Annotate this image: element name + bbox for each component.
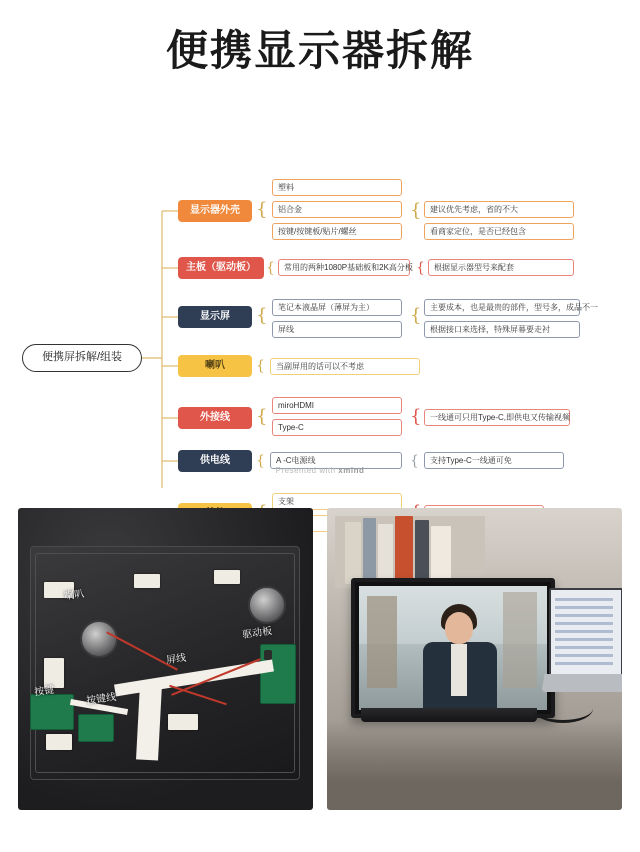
desk-surface [327,720,622,810]
brace-external-notes: { [410,406,422,427]
leaf-panel-0[interactable]: 笔记本液晶屏（薄屏为主） [272,299,402,316]
credit-prefix: Presented with [275,466,339,475]
brace-mainboard: { [266,260,275,276]
tape-5 [168,714,198,730]
laptop-keyboard [541,674,622,692]
leaf-speaker-0[interactable]: 当副屏用的话可以不考虑 [270,358,420,375]
mindmap-root[interactable]: 便携屏拆解/组装 [22,344,142,372]
photo-assembled [327,508,622,810]
note-power-0[interactable]: 支持Type-C一线通可免 [424,452,564,469]
photo-label-driver: 驱动板 [241,625,273,642]
tape-2 [134,574,160,588]
tape-3 [214,570,240,584]
key-board-1 [30,694,74,730]
mindmap [0,78,640,506]
leaf-external-0[interactable]: miroHDMI [272,397,402,414]
connection-cable [533,694,593,723]
brace-speaker: { [256,358,265,374]
brace-power-cable: { [256,453,265,469]
speaker-right [248,586,286,624]
laptop [549,588,619,698]
topic-panel[interactable]: 显示屏 [178,306,252,328]
photo-label-panel-cable: 屏线 [165,652,187,667]
leaf-other-0[interactable]: 支架 [272,493,402,510]
screen-person-head [445,612,473,644]
book-2 [363,518,376,584]
note-panel-1[interactable]: 根据接口来选择，特殊屏幕要走衬 [424,321,580,338]
photo-teardown [18,508,313,810]
leaf-shell-2[interactable]: 按键/按键板/贴片/螺丝 [272,223,402,240]
key-board-2 [78,714,114,742]
brace-panel-notes: { [410,305,422,326]
photo-label-key: 按键 [33,684,55,699]
laptop-screen [549,588,622,678]
speaker-left [80,620,118,658]
tape-6 [46,734,72,750]
leaf-shell-1[interactable]: 铝合金 [272,201,402,218]
leaf-external-1[interactable]: Type-C [272,419,402,436]
note-shell-0[interactable]: 建议优先考虑，省的不大 [424,201,574,218]
note-external-0[interactable]: 一线通可只用Type-C,即供电又传输视频 [424,409,570,426]
brace-power-notes: { [410,453,419,469]
book-3 [378,524,393,584]
screen-person-shirt [451,644,467,696]
topic-external-cable[interactable]: 外接线 [178,407,252,429]
credit [0,466,640,475]
book-1 [345,522,361,584]
note-mainboard-0[interactable]: 根据显示器型号来配套 [428,259,574,276]
topic-mainboard[interactable]: 主板（驱动板） [178,257,264,279]
book-5 [415,520,429,584]
brace-panel: { [256,305,268,326]
brace-shell-notes: { [410,200,422,221]
note-shell-1[interactable]: 看商家定位，是否已经包含 [424,223,574,240]
portable-monitor [351,578,555,718]
photo-gallery [18,508,622,810]
brace-mainboard-notes: { [416,260,425,276]
leaf-shell-0[interactable]: 塑料 [272,179,402,196]
driver-board-chip [264,650,272,660]
monitor-screen [359,586,547,710]
topic-shell[interactable]: 显示器外壳 [178,200,252,222]
credit-brand: xmind [338,466,365,475]
photo-label-speaker: 喇叭 [63,588,85,603]
brace-external-cable: { [256,406,268,427]
book-4 [395,516,413,584]
photo-label-key-cable: 按键线 [85,691,117,708]
topic-power-cable[interactable]: 供电线 [178,450,252,472]
ribbon-cable-vertical [136,683,162,760]
book-6 [431,526,451,584]
brace-shell: { [256,199,268,220]
leaf-mainboard-0[interactable]: 常用的两种1080P基础板和2K高分板 [278,259,410,276]
leaf-panel-1[interactable]: 屏线 [272,321,402,338]
page-title: 便携显示器拆解 [165,26,474,75]
topic-speaker[interactable]: 喇叭 [178,355,252,377]
leaf-power-0[interactable]: A -C电源线 [270,452,402,469]
note-panel-0[interactable]: 主要成本，也是最贵的部件，型号多，成品不一 [424,299,580,316]
